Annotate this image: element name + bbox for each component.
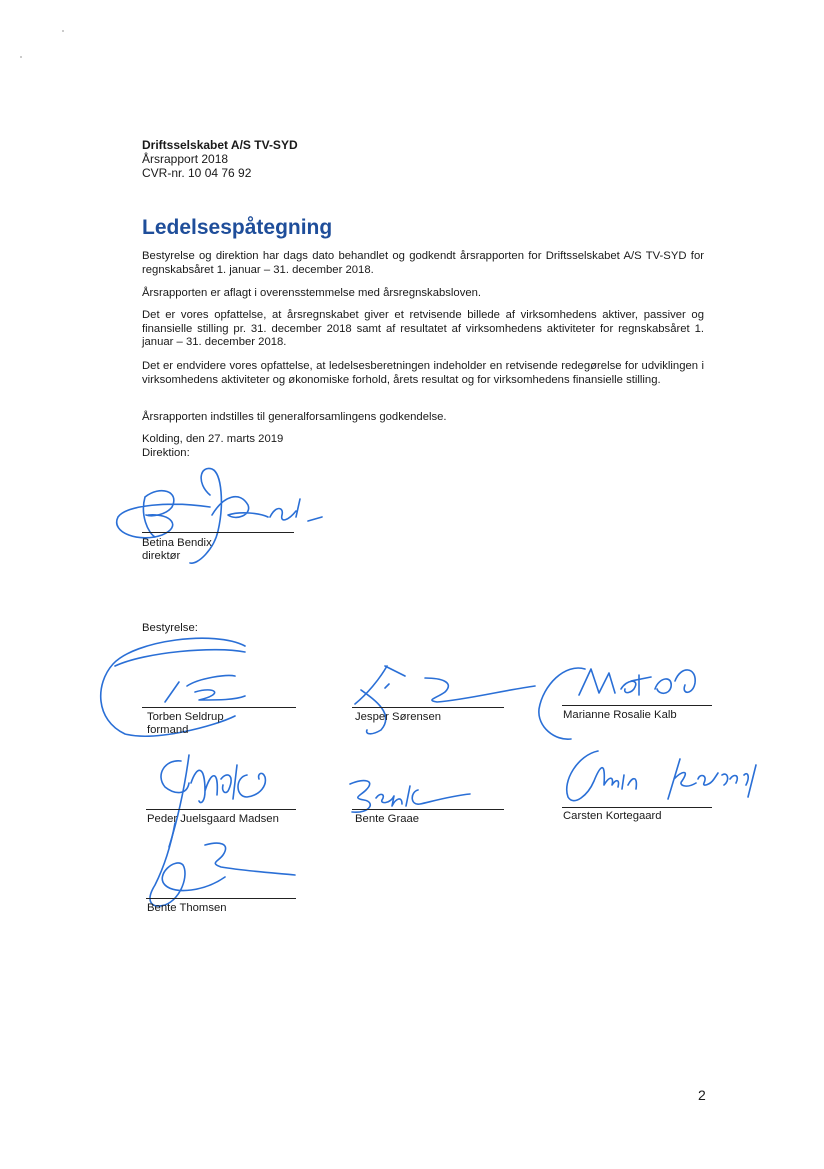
signatory-name: Jesper Sørensen [355,711,442,723]
signature-bente-thomsen [135,815,305,915]
signatory-name: Betina Bendix [142,537,212,549]
cvr-number: CVR-nr. 10 04 76 92 [142,166,252,180]
place-date: Kolding, den 27. marts 2019 [142,433,284,445]
bestyrelse-heading: Bestyrelse: [142,622,198,634]
company-name: Driftsselskabet A/S TV-SYD [142,138,298,152]
paragraph-opinion-accounts: Det er vores opfattelse, at årsregnskabet giver et retvisende billede af virksomhedens aktiver, passiver og finansielle stilling pr. 31. december 2018 samt af resultatet af virksomhedens aktiviteter for regnskabsåret 1. januar – 31. december 2018. [142,309,704,349]
report-name: Årsrapport 2018 [142,152,229,166]
scan-speck [62,30,64,32]
signature-line [142,532,294,533]
signature-jesper-sorensen [345,660,545,740]
signature-line [562,807,712,808]
company-header [142,138,298,180]
signature-line [352,707,504,708]
page-title: Ledelsespåtegning [142,216,333,239]
signature-marianne-kalb [535,655,710,745]
paragraph-recommendation: Årsrapporten indstilles til generalforsamlingens godkendelse. [142,411,447,423]
signatory-name: Torben Seldrup [147,711,224,723]
signature-line [146,898,296,899]
signature-line [562,705,712,706]
signatory-name: Peder Juelsgaard Madsen [147,813,279,825]
signatory-name: Bente Thomsen [147,902,227,914]
paragraph-compliance: Årsrapporten er aflagt i overensstemmelse med årsregnskabsloven. [142,287,482,299]
signatory-name: Bente Graae [355,813,420,825]
page-number: 2 [698,1087,706,1103]
signatory-name: Carsten Kortegaard [563,810,662,822]
signature-line [352,809,504,810]
signature-line [146,809,296,810]
paragraph-approval: Bestyrelse og direktion har dags dato behandlet og godkendt årsrapporten for Driftsselskabet A/S TV-SYD for regnskabsåret 1. januar – 31. december 2018. [142,250,704,276]
signatory-role: direktør [142,550,181,562]
signature-betina-bendix [100,455,340,575]
signature-carsten-kortegaard [558,745,768,815]
scan-speck [20,56,22,58]
signature-line [142,707,296,708]
direktion-heading: Direktion: [142,447,190,459]
paragraph-opinion-management-report: Det er endvidere vores opfattelse, at ledelsesberetningen indeholder en retvisende redegørelse for udviklingen i virksomhedens aktiviteter og økonomiske forhold, årets resultat og for virksomhedens finansielle stilling. [142,360,704,386]
signatory-name: Marianne Rosalie Kalb [563,709,677,721]
signatory-role: formand [147,724,189,736]
